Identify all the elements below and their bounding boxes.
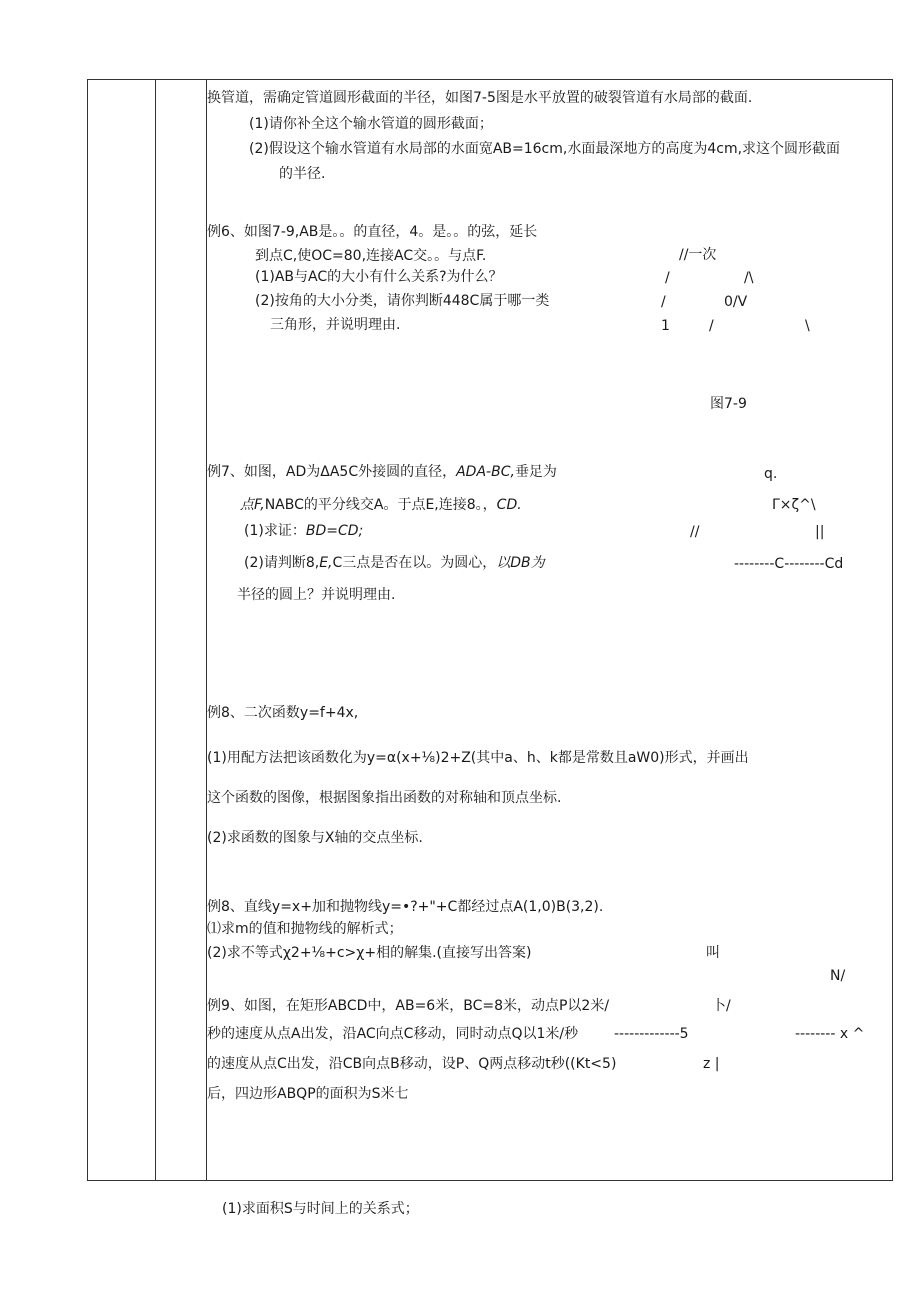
text-line: (1)用配方法把该函数化为y=α(x+⅛)2+Z(其中a、h、k都是常数且aW0)形式，并画出 [207, 750, 749, 766]
text-span: 垂足为 [514, 464, 557, 480]
text-span: 以DB为 [496, 555, 545, 571]
example-9-heading: 例9、如图，在矩形ABCD中，AB=6米，BC=8米，动点P以2米/ [207, 998, 610, 1014]
text-line: 换管道，需确定管道圆形截面的半径，如图7-5图是水平放置的破裂管道有水局部的截面. [207, 90, 753, 106]
figure-mark: q. [764, 466, 778, 482]
figure-mark: --------C--------Cd [734, 556, 844, 572]
text-line [240, 496, 522, 514]
example-8-heading: 例8、二次函数y=f+4x, [207, 705, 359, 721]
text-span: CD. [496, 497, 522, 513]
example-6-heading: 例6、如图7-9,AB是。。的直径，4。是。。的弦，延长 [207, 224, 538, 240]
figure-mark: /\ [744, 270, 754, 286]
figure-mark: // [690, 524, 700, 540]
figure-mark: 1 [661, 318, 670, 334]
text-line: 三角形，并说明理由. [270, 317, 401, 333]
text-line: ⑴求m的值和抛物线的解析式； [207, 921, 403, 937]
text-line: 秒的速度从点A出发，沿AC向点C移动，同时动点Q以1米/秒 [207, 1026, 579, 1042]
text-line: 到点C,使OC=80,连接AC交。。与点F. [255, 248, 487, 264]
figure-mark: \ [805, 318, 810, 334]
text-line: 后，四边形ABQP的面积为S米七 [207, 1086, 409, 1102]
figure-mark: 0/V [724, 294, 748, 310]
figure-mark: || [815, 524, 825, 540]
text-line: 这个函数的图像，根据图象指出函数的对称轴和顶点坐标. [207, 790, 562, 806]
text-span: 例7、如图，AD为ΔA5C外接圆的直径， [207, 464, 457, 480]
figure-mark: N/ [830, 968, 846, 984]
text-span: NABC的平分线交A。于点E,连接8。， [264, 497, 497, 513]
text-line: (1)请你补全这个输水管道的圆形截面； [249, 116, 493, 132]
text-span: (1)求证： [244, 523, 306, 539]
text-line [244, 522, 363, 540]
text-span: (2)请判断8, [244, 555, 320, 571]
table-frame [87, 79, 893, 1181]
figure-mark: Γ×ζ^\ [772, 497, 816, 513]
figure-mark: / [665, 270, 670, 286]
example-8b-heading: 例8、直线y=x+加和抛物线y=•?+"+C都经过点A(1,0)B(3,2). [207, 899, 604, 915]
text-span: 点F, [240, 497, 265, 513]
text-line: 的半径. [279, 166, 326, 182]
text-line: (1)求面积S与时间上的关系式； [222, 1201, 419, 1217]
text-span: E, [319, 555, 333, 571]
figure-mark: / [709, 318, 714, 334]
text-line: (2)求不等式χ2+⅛+c>χ+相的解集.(直接写出答案) [207, 945, 532, 961]
figure-mark: 叫 [706, 945, 720, 961]
figure-mark: z | [703, 1056, 720, 1072]
text-span: ADA-BC, [456, 464, 515, 480]
table-divider-2 [206, 79, 207, 1181]
text-line: (2)假设这个输水管道有水局部的水面宽AB=16cm,水面最深地方的高度为4cm,求这个圆形截面 [249, 141, 841, 157]
figure-mark: -------- x ^ [795, 1026, 865, 1042]
text-line: 半径的圆上？并说明理由. [237, 587, 396, 603]
figure-mark: 卜/ [712, 998, 731, 1014]
text-span: C三点是否在以。为圆心， [332, 555, 497, 571]
text-line: (2)按角的大小分类，请你判断448C属于哪一类 [255, 293, 550, 309]
text-line: 的速度从点C出发，沿CB向点B移动，设P、Q两点移动t秒((Kt<5) [207, 1056, 617, 1072]
figure-mark: / [661, 294, 666, 310]
text-line: (2)求函数的图象与X轴的交点坐标. [207, 830, 423, 846]
figure-mark: -------------5 [614, 1026, 689, 1042]
table-divider-1 [155, 79, 156, 1181]
text-span: BD=CD; [305, 523, 364, 539]
figure-caption: 图7-9 [710, 396, 747, 412]
text-line: (1)AB与AC的大小有什么关系?为什么？ [255, 269, 503, 285]
figure-mark: //一次 [679, 247, 717, 263]
example-7-heading [207, 463, 557, 481]
text-line [244, 554, 545, 572]
